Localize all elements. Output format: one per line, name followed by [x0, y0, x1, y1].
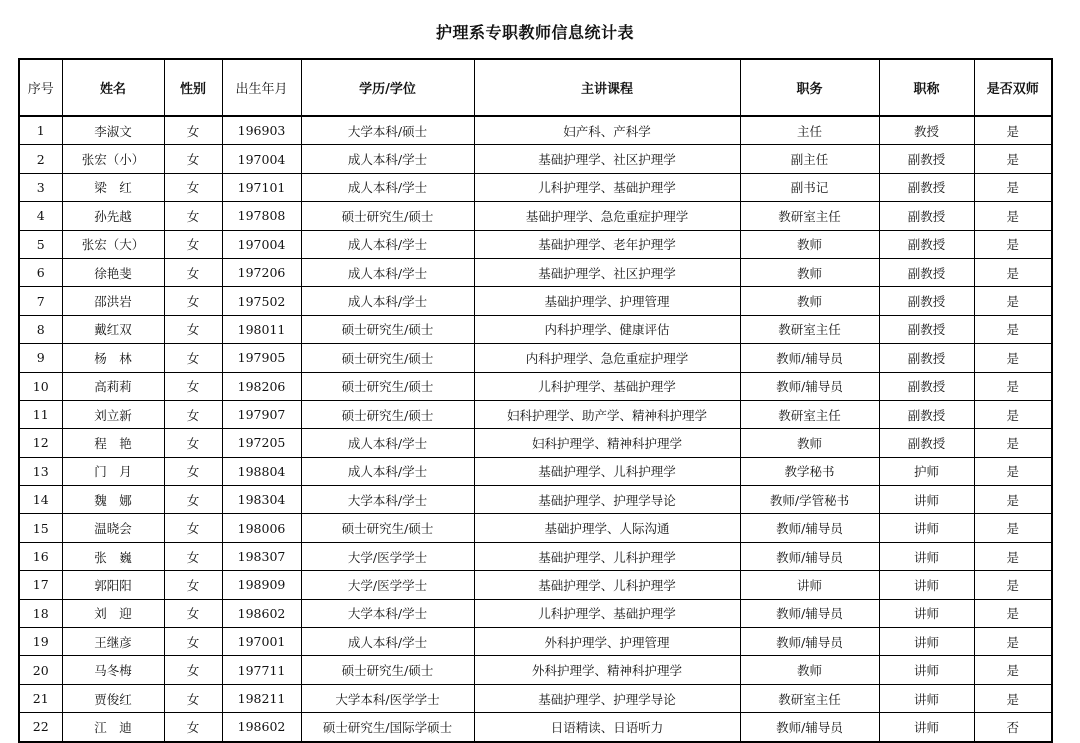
- cell-courses: 基础护理学、急危重症护理学: [474, 202, 740, 230]
- col-header-no: 序号: [19, 59, 62, 116]
- cell-courses: 日语精读、日语听力: [474, 713, 740, 742]
- col-header-name: 姓名: [62, 59, 164, 116]
- cell-name: 孙先越: [62, 202, 164, 230]
- cell-degree: 成人本科/学士: [301, 145, 474, 173]
- cell-birth: 197808: [222, 202, 301, 230]
- cell-position: 教师/辅导员: [740, 628, 879, 656]
- cell-birth: 198804: [222, 457, 301, 485]
- table-row: [19, 315, 1052, 343]
- cell-courses: 基础护理学、儿科护理学: [474, 542, 740, 570]
- cell-gender: 女: [164, 116, 222, 145]
- cell-birth: 197711: [222, 656, 301, 684]
- cell-courses: 基础护理学、儿科护理学: [474, 571, 740, 599]
- cell-degree: 硕士研究生/国际学硕士: [301, 713, 474, 742]
- cell-dual: 是: [974, 514, 1052, 542]
- cell-rank: 讲师: [879, 628, 974, 656]
- cell-gender: 女: [164, 656, 222, 684]
- cell-position: 教研室主任: [740, 202, 879, 230]
- cell-degree: 成人本科/学士: [301, 457, 474, 485]
- cell-birth: 197101: [222, 173, 301, 201]
- cell-gender: 女: [164, 287, 222, 315]
- cell-degree: 成人本科/学士: [301, 230, 474, 258]
- cell-name: 李淑文: [62, 116, 164, 145]
- cell-name: 梁 红: [62, 173, 164, 201]
- cell-dual: 是: [974, 571, 1052, 599]
- cell-rank: 副教授: [879, 145, 974, 173]
- cell-rank: 副教授: [879, 287, 974, 315]
- cell-degree: 大学/医学学士: [301, 542, 474, 570]
- cell-name: 贾俊红: [62, 684, 164, 712]
- cell-position: 副主任: [740, 145, 879, 173]
- cell-gender: 女: [164, 628, 222, 656]
- table-row: [19, 656, 1052, 684]
- cell-gender: 女: [164, 486, 222, 514]
- cell-dual: 是: [974, 145, 1052, 173]
- col-header-position: 职务: [740, 59, 879, 116]
- cell-gender: 女: [164, 684, 222, 712]
- cell-gender: 女: [164, 230, 222, 258]
- cell-degree: 成人本科/学士: [301, 258, 474, 286]
- cell-dual: 是: [974, 372, 1052, 400]
- cell-no: 13: [19, 457, 62, 485]
- cell-no: 6: [19, 258, 62, 286]
- cell-dual: 是: [974, 429, 1052, 457]
- cell-no: 3: [19, 173, 62, 201]
- cell-birth: 197004: [222, 230, 301, 258]
- cell-name: 张宏（小）: [62, 145, 164, 173]
- cell-no: 14: [19, 486, 62, 514]
- cell-position: 副书记: [740, 173, 879, 201]
- table-row: [19, 116, 1052, 145]
- cell-degree: 硕士研究生/硕士: [301, 372, 474, 400]
- cell-degree: 硕士研究生/硕士: [301, 202, 474, 230]
- table-row: [19, 713, 1052, 742]
- cell-position: 教师: [740, 287, 879, 315]
- cell-name: 张宏（大）: [62, 230, 164, 258]
- cell-no: 8: [19, 315, 62, 343]
- cell-position: 讲师: [740, 571, 879, 599]
- cell-courses: 基础护理学、护理学导论: [474, 684, 740, 712]
- cell-degree: 成人本科/学士: [301, 287, 474, 315]
- cell-birth: 197907: [222, 400, 301, 428]
- cell-gender: 女: [164, 202, 222, 230]
- page-title: 护理系专职教师信息统计表: [435, 23, 634, 42]
- cell-position: 教师: [740, 230, 879, 258]
- cell-no: 16: [19, 542, 62, 570]
- cell-no: 22: [19, 713, 62, 742]
- cell-position: 教师/辅导员: [740, 344, 879, 372]
- cell-no: 17: [19, 571, 62, 599]
- cell-rank: 副教授: [879, 202, 974, 230]
- cell-gender: 女: [164, 571, 222, 599]
- cell-name: 邵洪岩: [62, 287, 164, 315]
- cell-position: 教学秘书: [740, 457, 879, 485]
- cell-no: 18: [19, 599, 62, 627]
- cell-degree: 硕士研究生/硕士: [301, 656, 474, 684]
- cell-no: 10: [19, 372, 62, 400]
- cell-name: 温晓会: [62, 514, 164, 542]
- table-row: [19, 287, 1052, 315]
- cell-gender: 女: [164, 599, 222, 627]
- cell-rank: 副教授: [879, 173, 974, 201]
- teacher-info-table: [18, 58, 1053, 743]
- cell-no: 19: [19, 628, 62, 656]
- cell-no: 12: [19, 429, 62, 457]
- cell-dual: 是: [974, 486, 1052, 514]
- cell-rank: 讲师: [879, 542, 974, 570]
- cell-rank: 讲师: [879, 486, 974, 514]
- cell-position: 教研室主任: [740, 400, 879, 428]
- col-header-courses: 主讲课程: [474, 59, 740, 116]
- cell-rank: 副教授: [879, 429, 974, 457]
- table-row: [19, 599, 1052, 627]
- cell-dual: 否: [974, 713, 1052, 742]
- table-row: [19, 173, 1052, 201]
- header-row: [19, 59, 1052, 116]
- cell-no: 4: [19, 202, 62, 230]
- col-header-gender: 性别: [164, 59, 222, 116]
- cell-birth: 197206: [222, 258, 301, 286]
- cell-courses: 妇科护理学、助产学、精神科护理学: [474, 400, 740, 428]
- cell-position: 教师/学管秘书: [740, 486, 879, 514]
- cell-courses: 妇产科、产科学: [474, 116, 740, 145]
- cell-degree: 大学本科/学士: [301, 486, 474, 514]
- cell-birth: 198304: [222, 486, 301, 514]
- cell-name: 高莉莉: [62, 372, 164, 400]
- cell-courses: 内科护理学、急危重症护理学: [474, 344, 740, 372]
- cell-dual: 是: [974, 287, 1052, 315]
- cell-dual: 是: [974, 599, 1052, 627]
- table-row: [19, 571, 1052, 599]
- cell-gender: 女: [164, 400, 222, 428]
- cell-rank: 护师: [879, 457, 974, 485]
- cell-dual: 是: [974, 344, 1052, 372]
- cell-position: 教师/辅导员: [740, 514, 879, 542]
- table-row: [19, 258, 1052, 286]
- cell-name: 郭阳阳: [62, 571, 164, 599]
- cell-gender: 女: [164, 429, 222, 457]
- cell-position: 教研室主任: [740, 684, 879, 712]
- cell-birth: 197205: [222, 429, 301, 457]
- cell-rank: 讲师: [879, 571, 974, 599]
- cell-courses: 外科护理学、护理管理: [474, 628, 740, 656]
- cell-name: 程 艳: [62, 429, 164, 457]
- table-row: [19, 400, 1052, 428]
- cell-gender: 女: [164, 713, 222, 742]
- cell-dual: 是: [974, 457, 1052, 485]
- cell-position: 教师/辅导员: [740, 713, 879, 742]
- cell-degree: 大学本科/医学学士: [301, 684, 474, 712]
- cell-birth: 198011: [222, 315, 301, 343]
- col-header-dual: 是否双师: [974, 59, 1052, 116]
- cell-birth: 198211: [222, 684, 301, 712]
- table-row: [19, 628, 1052, 656]
- cell-courses: 外科护理学、精神科护理学: [474, 656, 740, 684]
- cell-name: 门 月: [62, 457, 164, 485]
- cell-birth: 197004: [222, 145, 301, 173]
- table-row: [19, 486, 1052, 514]
- cell-name: 王继彦: [62, 628, 164, 656]
- cell-position: 教师: [740, 429, 879, 457]
- table-row: [19, 372, 1052, 400]
- cell-name: 徐艳斐: [62, 258, 164, 286]
- table-row: [19, 230, 1052, 258]
- cell-birth: 197905: [222, 344, 301, 372]
- cell-no: 9: [19, 344, 62, 372]
- cell-courses: 内科护理学、健康评估: [474, 315, 740, 343]
- cell-degree: 成人本科/学士: [301, 173, 474, 201]
- cell-dual: 是: [974, 400, 1052, 428]
- cell-name: 杨 林: [62, 344, 164, 372]
- cell-birth: 197001: [222, 628, 301, 656]
- cell-no: 5: [19, 230, 62, 258]
- cell-rank: 教授: [879, 116, 974, 145]
- cell-dual: 是: [974, 542, 1052, 570]
- cell-degree: 大学本科/学士: [301, 599, 474, 627]
- cell-position: 主任: [740, 116, 879, 145]
- cell-rank: 讲师: [879, 656, 974, 684]
- table-row: [19, 202, 1052, 230]
- cell-courses: 妇科护理学、精神科护理学: [474, 429, 740, 457]
- cell-name: 魏 娜: [62, 486, 164, 514]
- cell-rank: 副教授: [879, 400, 974, 428]
- cell-gender: 女: [164, 258, 222, 286]
- cell-no: 2: [19, 145, 62, 173]
- cell-degree: 大学/医学学士: [301, 571, 474, 599]
- table-row: [19, 344, 1052, 372]
- cell-degree: 硕士研究生/硕士: [301, 315, 474, 343]
- cell-name: 刘 迎: [62, 599, 164, 627]
- cell-birth: 198307: [222, 542, 301, 570]
- cell-degree: 成人本科/学士: [301, 628, 474, 656]
- cell-courses: 儿科护理学、基础护理学: [474, 173, 740, 201]
- cell-birth: 198206: [222, 372, 301, 400]
- cell-name: 刘立新: [62, 400, 164, 428]
- cell-birth: 198909: [222, 571, 301, 599]
- cell-rank: 副教授: [879, 258, 974, 286]
- cell-name: 马冬梅: [62, 656, 164, 684]
- cell-gender: 女: [164, 514, 222, 542]
- cell-courses: 儿科护理学、基础护理学: [474, 372, 740, 400]
- cell-courses: 基础护理学、社区护理学: [474, 258, 740, 286]
- cell-no: 7: [19, 287, 62, 315]
- cell-rank: 讲师: [879, 713, 974, 742]
- table-row: [19, 457, 1052, 485]
- cell-position: 教师/辅导员: [740, 599, 879, 627]
- table-row: [19, 429, 1052, 457]
- cell-rank: 讲师: [879, 684, 974, 712]
- cell-no: 1: [19, 116, 62, 145]
- cell-birth: 196903: [222, 116, 301, 145]
- cell-rank: 副教授: [879, 230, 974, 258]
- cell-degree: 硕士研究生/硕士: [301, 400, 474, 428]
- cell-dual: 是: [974, 116, 1052, 145]
- cell-position: 教师/辅导员: [740, 372, 879, 400]
- cell-birth: 198006: [222, 514, 301, 542]
- col-header-birth: 出生年月: [222, 59, 301, 116]
- cell-no: 11: [19, 400, 62, 428]
- cell-courses: 基础护理学、老年护理学: [474, 230, 740, 258]
- table-row: [19, 514, 1052, 542]
- cell-dual: 是: [974, 315, 1052, 343]
- cell-degree: 硕士研究生/硕士: [301, 344, 474, 372]
- cell-rank: 讲师: [879, 599, 974, 627]
- cell-degree: 大学本科/硕士: [301, 116, 474, 145]
- table-body: [19, 116, 1052, 742]
- cell-courses: 基础护理学、人际沟通: [474, 514, 740, 542]
- cell-gender: 女: [164, 457, 222, 485]
- cell-position: 教师: [740, 258, 879, 286]
- cell-gender: 女: [164, 145, 222, 173]
- cell-courses: 基础护理学、护理管理: [474, 287, 740, 315]
- table-row: [19, 145, 1052, 173]
- cell-courses: 基础护理学、社区护理学: [474, 145, 740, 173]
- cell-birth: 198602: [222, 599, 301, 627]
- cell-degree: 成人本科/学士: [301, 429, 474, 457]
- cell-position: 教师: [740, 656, 879, 684]
- cell-courses: 基础护理学、护理学导论: [474, 486, 740, 514]
- cell-courses: 儿科护理学、基础护理学: [474, 599, 740, 627]
- cell-name: 江 迪: [62, 713, 164, 742]
- cell-no: 15: [19, 514, 62, 542]
- cell-birth: 198602: [222, 713, 301, 742]
- cell-gender: 女: [164, 542, 222, 570]
- table-row: [19, 684, 1052, 712]
- cell-position: 教师/辅导员: [740, 542, 879, 570]
- cell-rank: 副教授: [879, 344, 974, 372]
- cell-rank: 讲师: [879, 514, 974, 542]
- cell-dual: 是: [974, 173, 1052, 201]
- cell-dual: 是: [974, 230, 1052, 258]
- cell-gender: 女: [164, 173, 222, 201]
- cell-gender: 女: [164, 344, 222, 372]
- cell-no: 20: [19, 656, 62, 684]
- cell-position: 教研室主任: [740, 315, 879, 343]
- cell-birth: 197502: [222, 287, 301, 315]
- cell-gender: 女: [164, 372, 222, 400]
- cell-courses: 基础护理学、儿科护理学: [474, 457, 740, 485]
- cell-dual: 是: [974, 656, 1052, 684]
- cell-gender: 女: [164, 315, 222, 343]
- table-row: [19, 542, 1052, 570]
- cell-dual: 是: [974, 628, 1052, 656]
- cell-rank: 副教授: [879, 315, 974, 343]
- cell-dual: 是: [974, 684, 1052, 712]
- col-header-rank: 职称: [879, 59, 974, 116]
- cell-name: 戴红双: [62, 315, 164, 343]
- cell-dual: 是: [974, 258, 1052, 286]
- cell-rank: 副教授: [879, 372, 974, 400]
- cell-dual: 是: [974, 202, 1052, 230]
- col-header-degree: 学历/学位: [301, 59, 474, 116]
- cell-no: 21: [19, 684, 62, 712]
- cell-degree: 硕士研究生/硕士: [301, 514, 474, 542]
- cell-name: 张 巍: [62, 542, 164, 570]
